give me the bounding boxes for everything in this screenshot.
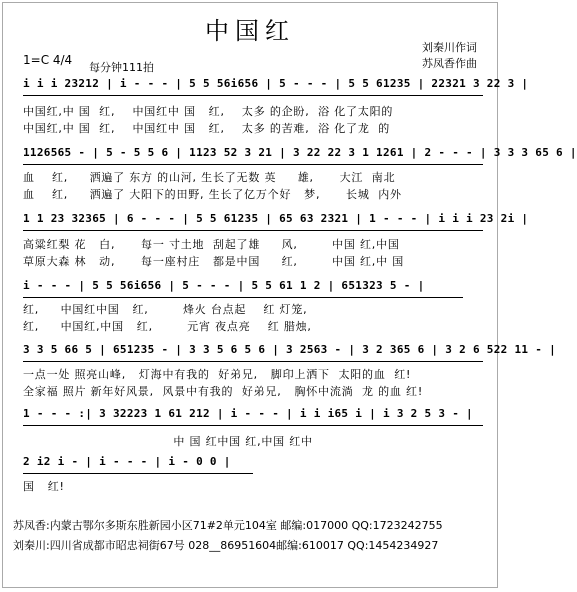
lyric-line: 一点一处 照亮山峰, 灯海中有我的 好弟兄, 脚印上洒下 太阳的血 红! bbox=[23, 368, 412, 381]
underline-rule bbox=[23, 425, 483, 426]
key-signature: 1=C 4/4 bbox=[23, 53, 73, 67]
lyric-line: 全家福 照片 新年好风景, 风景中有我的 好弟兄, 胸怀中流淌 龙 的血 红! bbox=[23, 385, 424, 398]
underline-rule bbox=[23, 164, 483, 165]
lyric-line: 红, 中国红中国 红, 烽火 台点起 红 灯笼, bbox=[23, 303, 308, 316]
lyric-line: 中 国 红中国 红,中国 红中 bbox=[23, 435, 313, 448]
lyric-line: 血 红, 洒遍了 东方 的山河, 生长了无数 英 雄, 大江 南北 bbox=[23, 171, 396, 184]
underline-rule bbox=[23, 297, 463, 298]
notation-line: 1 1 23 32365 | 6 - - - | 5 5 61235 | 65 63 2321 | 1 - - - | i i i 23 2i | bbox=[23, 212, 529, 225]
lyric-line: 草原大森 林 动, 每一座村庄 都是中国 红, 中国 红,中 国 bbox=[23, 255, 404, 268]
notation-line: i i i 23212 | i - - - | 5 5 56i656 | 5 - - - | 5 5 61235 | 22321 3 22 3 | bbox=[23, 77, 536, 90]
notation-line: 2 i2 i - | i - - - | i - 0 0 | bbox=[23, 455, 231, 468]
lyric-line: 红, 中国红,中国 红, 元宵 夜点亮 红 腊烛, bbox=[23, 320, 312, 333]
underline-rule bbox=[23, 361, 483, 362]
lyric-line: 高粱红梨 花 白, 每一 寸土地 刮起了雄 风, 中国 红,中国 bbox=[23, 238, 400, 251]
lyricist-credit: 刘秦川作词 bbox=[422, 41, 477, 54]
underline-rule bbox=[23, 473, 253, 474]
lyric-line: 中国红,中 国 红, 中国红中 国 红, 太多 的企盼, 浴 化了太阳的 bbox=[23, 105, 394, 118]
lyric-line: 国 红! bbox=[23, 480, 65, 493]
notation-line: 3 3 5 66 5 | 651235 - | 3 3 5 6 5 6 | 3 2563 - | 3 2 365 6 | 3 2 6 522 11 - | bbox=[23, 343, 557, 356]
lyric-line: 中国红,中 国 红, 中国红中 国 红, 太多 的苦难, 浴 化了龙 的 bbox=[23, 122, 391, 135]
lyric-line: 血 红, 洒遍了 大阳下的田野, 生长了亿万个好 梦, 长城 内外 bbox=[23, 188, 402, 201]
notation-line: 1126565 - | 5 - 5 5 6 | 1123 52 3 21 | 3 22 22 3 1 1261 | 2 - - - | 3 3 3 65 6 | bbox=[23, 146, 577, 159]
underline-rule bbox=[23, 95, 483, 96]
contact-addresses bbox=[13, 516, 443, 556]
tempo-marking: 每分钟111拍 bbox=[89, 61, 154, 74]
composer-credit: 苏凤香作曲 bbox=[422, 57, 477, 70]
song-title: 中国红 bbox=[205, 17, 295, 45]
lyricist-address: 刘秦川:四川省成都市昭忠祠街67号 028__86951604邮编:610017 QQ:1454234927 bbox=[13, 539, 439, 552]
notation-line: i - - - | 5 5 56i656 | 5 - - - | 5 5 61 1 2 | 651323 5 - | bbox=[23, 279, 425, 292]
composer-address: 苏凤香:内蒙古鄂尔多斯东胜新园小区71#2单元104室 邮编:017000 QQ:1723242755 bbox=[13, 519, 443, 532]
credits bbox=[422, 40, 477, 72]
underline-rule bbox=[23, 230, 483, 231]
notation-line: 1 - - - :| 3 32223 1 61 212 | i - - - | i i i65 i | i 3 2 5 3 - | bbox=[23, 407, 473, 420]
score-page bbox=[2, 2, 577, 588]
